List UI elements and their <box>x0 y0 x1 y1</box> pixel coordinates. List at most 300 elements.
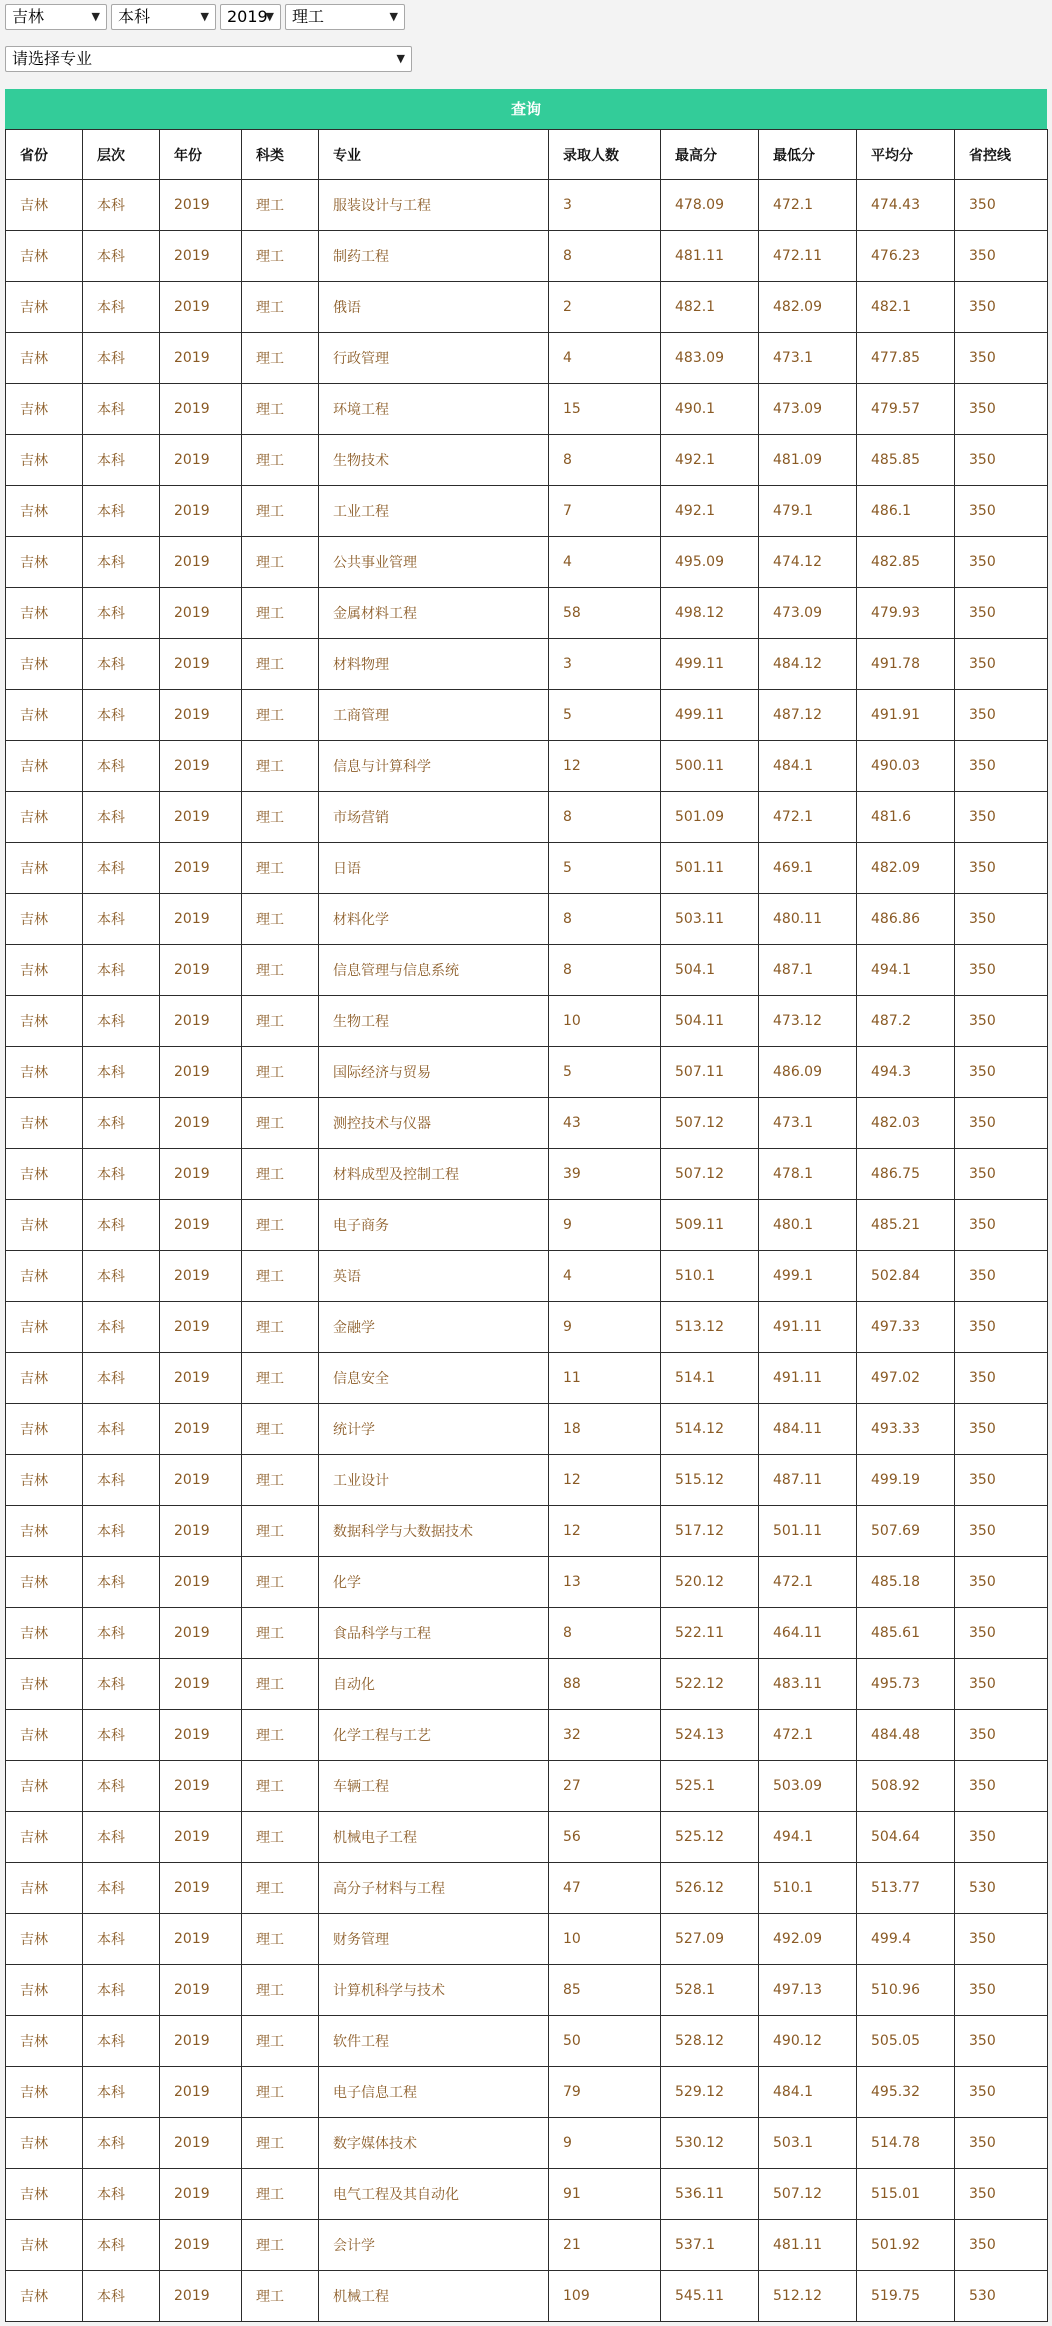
column-header: 专业 <box>319 130 549 180</box>
table-cell: 2019 <box>160 1914 242 1965</box>
table-cell: 481.6 <box>857 792 955 843</box>
table-row <box>6 333 1048 384</box>
table-cell: 吉林 <box>6 2169 83 2220</box>
table-cell: 吉林 <box>6 1404 83 1455</box>
table-cell: 484.1 <box>759 741 857 792</box>
column-header: 科类 <box>242 130 319 180</box>
table-cell: 491.11 <box>759 1353 857 1404</box>
table-cell: 507.69 <box>857 1506 955 1557</box>
table-cell: 数字媒体技术 <box>319 2118 549 2169</box>
table-cell: 理工 <box>242 435 319 486</box>
table-cell: 2019 <box>160 690 242 741</box>
table-cell: 2019 <box>160 2271 242 2322</box>
table-cell: 522.11 <box>661 1608 759 1659</box>
table-cell: 理工 <box>242 2016 319 2067</box>
table-cell: 本科 <box>83 333 160 384</box>
table-cell: 501.11 <box>759 1506 857 1557</box>
table-cell: 高分子材料与工程 <box>319 1863 549 1914</box>
table-cell: 481.09 <box>759 435 857 486</box>
table-cell: 理工 <box>242 639 319 690</box>
table-cell: 本科 <box>83 2220 160 2271</box>
table-cell: 化学 <box>319 1557 549 1608</box>
table-cell: 32 <box>549 1710 661 1761</box>
column-header: 省份 <box>6 130 83 180</box>
table-cell: 理工 <box>242 1506 319 1557</box>
table-cell: 5 <box>549 690 661 741</box>
table-cell: 2019 <box>160 2118 242 2169</box>
table-cell: 12 <box>549 741 661 792</box>
table-cell: 本科 <box>83 741 160 792</box>
table-cell: 本科 <box>83 1863 160 1914</box>
table-cell: 530 <box>955 1863 1048 1914</box>
table-cell: 350 <box>955 996 1048 1047</box>
table-cell: 11 <box>549 1353 661 1404</box>
table-cell: 会计学 <box>319 2220 549 2271</box>
table-cell: 吉林 <box>6 1761 83 1812</box>
table-cell: 510.1 <box>759 1863 857 1914</box>
table-cell: 492.09 <box>759 1914 857 1965</box>
table-cell: 吉林 <box>6 2067 83 2118</box>
table-cell: 473.09 <box>759 588 857 639</box>
table-cell: 2019 <box>160 231 242 282</box>
table-cell: 2019 <box>160 1200 242 1251</box>
table-cell: 2019 <box>160 1557 242 1608</box>
table-cell: 吉林 <box>6 537 83 588</box>
table-cell: 487.1 <box>759 945 857 996</box>
table-cell: 2019 <box>160 1812 242 1863</box>
table-cell: 350 <box>955 1710 1048 1761</box>
table-cell: 本科 <box>83 1353 160 1404</box>
table-cell: 理工 <box>242 1455 319 1506</box>
table-cell: 车辆工程 <box>319 1761 549 1812</box>
table-cell: 2019 <box>160 588 242 639</box>
table-cell: 8 <box>549 894 661 945</box>
table-cell: 公共事业管理 <box>319 537 549 588</box>
table-cell: 本科 <box>83 2118 160 2169</box>
column-header: 最低分 <box>759 130 857 180</box>
table-row <box>6 996 1048 1047</box>
table-cell: 499.1 <box>759 1251 857 1302</box>
table-cell: 485.18 <box>857 1557 955 1608</box>
table-cell: 350 <box>955 1659 1048 1710</box>
table-cell: 5 <box>549 1047 661 1098</box>
table-cell: 2019 <box>160 333 242 384</box>
table-cell: 吉林 <box>6 1455 83 1506</box>
table-cell: 499.19 <box>857 1455 955 1506</box>
table-cell: 2019 <box>160 1098 242 1149</box>
table-row <box>6 231 1048 282</box>
table-cell: 525.12 <box>661 1812 759 1863</box>
table-cell: 2019 <box>160 180 242 231</box>
table-cell: 350 <box>955 894 1048 945</box>
table-cell: 503.09 <box>759 1761 857 1812</box>
table-cell: 理工 <box>242 690 319 741</box>
table-cell: 507.12 <box>759 2169 857 2220</box>
table-cell: 499.11 <box>661 690 759 741</box>
table-cell: 43 <box>549 1098 661 1149</box>
table-cell: 350 <box>955 690 1048 741</box>
table-cell: 525.1 <box>661 1761 759 1812</box>
table-cell: 27 <box>549 1761 661 1812</box>
table-cell: 吉林 <box>6 792 83 843</box>
table-cell: 490.12 <box>759 2016 857 2067</box>
table-cell: 机械工程 <box>319 2271 549 2322</box>
table-cell: 2019 <box>160 1404 242 1455</box>
table-cell: 理工 <box>242 1302 319 1353</box>
chevron-down-icon: ▼ <box>396 52 405 65</box>
table-cell: 本科 <box>83 231 160 282</box>
table-cell: 464.11 <box>759 1608 857 1659</box>
table-cell: 536.11 <box>661 2169 759 2220</box>
table-cell: 2019 <box>160 1659 242 1710</box>
table-cell: 吉林 <box>6 1200 83 1251</box>
table-cell: 15 <box>549 384 661 435</box>
table-cell: 484.12 <box>759 639 857 690</box>
table-cell: 吉林 <box>6 282 83 333</box>
table-cell: 494.1 <box>759 1812 857 1863</box>
table-cell: 350 <box>955 945 1048 996</box>
table-cell: 理工 <box>242 1710 319 1761</box>
table-cell: 8 <box>549 945 661 996</box>
table-cell: 理工 <box>242 2220 319 2271</box>
table-cell: 本科 <box>83 1506 160 1557</box>
results-table <box>5 129 1048 2322</box>
table-cell: 本科 <box>83 1659 160 1710</box>
table-cell: 2019 <box>160 1455 242 1506</box>
level-select[interactable] <box>111 4 216 30</box>
table-cell: 472.1 <box>759 180 857 231</box>
table-cell: 481.11 <box>661 231 759 282</box>
table-cell: 吉林 <box>6 1047 83 1098</box>
chevron-down-icon: ▼ <box>200 10 209 23</box>
table-cell: 477.85 <box>857 333 955 384</box>
table-row <box>6 282 1048 333</box>
year-select-value: 2019 <box>227 7 268 26</box>
table-cell: 85 <box>549 1965 661 2016</box>
table-cell: 507.12 <box>661 1098 759 1149</box>
table-cell: 理工 <box>242 2271 319 2322</box>
table-cell: 522.12 <box>661 1659 759 1710</box>
province-select[interactable] <box>5 4 107 30</box>
table-cell: 88 <box>549 1659 661 1710</box>
table-cell: 2019 <box>160 2016 242 2067</box>
table-cell: 生物工程 <box>319 996 549 1047</box>
table-cell: 统计学 <box>319 1404 549 1455</box>
table-cell: 2019 <box>160 1965 242 2016</box>
table-cell: 79 <box>549 2067 661 2118</box>
table-cell: 502.84 <box>857 1251 955 1302</box>
table-cell: 18 <box>549 1404 661 1455</box>
table-cell: 本科 <box>83 843 160 894</box>
table-cell: 2019 <box>160 537 242 588</box>
table-cell: 本科 <box>83 1608 160 1659</box>
table-cell: 吉林 <box>6 486 83 537</box>
table-cell: 530 <box>955 2271 1048 2322</box>
table-cell: 485.85 <box>857 435 955 486</box>
table-cell: 495.32 <box>857 2067 955 2118</box>
table-cell: 473.12 <box>759 996 857 1047</box>
table-cell: 494.1 <box>857 945 955 996</box>
table-cell: 350 <box>955 1302 1048 1353</box>
table-cell: 理工 <box>242 537 319 588</box>
table-cell: 信息管理与信息系统 <box>319 945 549 996</box>
table-header-row <box>6 130 1048 180</box>
table-cell: 本科 <box>83 1302 160 1353</box>
query-button[interactable]: 查询 <box>5 89 1047 129</box>
table-cell: 2019 <box>160 1863 242 1914</box>
table-cell: 474.12 <box>759 537 857 588</box>
table-cell: 2019 <box>160 1149 242 1200</box>
table-row <box>6 384 1048 435</box>
table-cell: 483.11 <box>759 1659 857 1710</box>
table-cell: 510.1 <box>661 1251 759 1302</box>
table-cell: 4 <box>549 1251 661 1302</box>
table-row <box>6 2016 1048 2067</box>
table-row <box>6 1506 1048 1557</box>
table-cell: 350 <box>955 2067 1048 2118</box>
table-cell: 528.12 <box>661 2016 759 2067</box>
table-cell: 吉林 <box>6 996 83 1047</box>
table-cell: 吉林 <box>6 2271 83 2322</box>
table-cell: 4 <box>549 333 661 384</box>
table-cell: 504.11 <box>661 996 759 1047</box>
table-cell: 482.09 <box>759 282 857 333</box>
table-cell: 350 <box>955 2118 1048 2169</box>
table-cell: 国际经济与贸易 <box>319 1047 549 1098</box>
table-cell: 487.12 <box>759 690 857 741</box>
table-cell: 484.1 <box>759 2067 857 2118</box>
table-cell: 491.11 <box>759 1302 857 1353</box>
table-cell: 本科 <box>83 384 160 435</box>
table-cell: 环境工程 <box>319 384 549 435</box>
table-cell: 食品科学与工程 <box>319 1608 549 1659</box>
table-cell: 350 <box>955 1098 1048 1149</box>
table-row <box>6 945 1048 996</box>
table-body <box>6 180 1048 2322</box>
table-cell: 2019 <box>160 1251 242 1302</box>
table-cell: 吉林 <box>6 1710 83 1761</box>
table-cell: 2019 <box>160 486 242 537</box>
table-cell: 474.43 <box>857 180 955 231</box>
table-cell: 509.11 <box>661 1200 759 1251</box>
column-header: 平均分 <box>857 130 955 180</box>
filter-bar <box>0 0 1052 86</box>
table-row <box>6 1761 1048 1812</box>
table-row <box>6 435 1048 486</box>
table-cell: 507.12 <box>661 1149 759 1200</box>
table-cell: 财务管理 <box>319 1914 549 1965</box>
table-cell: 491.78 <box>857 639 955 690</box>
table-cell: 吉林 <box>6 894 83 945</box>
table-cell: 350 <box>955 435 1048 486</box>
table-cell: 350 <box>955 1557 1048 1608</box>
table-cell: 350 <box>955 741 1048 792</box>
table-cell: 501.11 <box>661 843 759 894</box>
table-cell: 理工 <box>242 1761 319 1812</box>
table-cell: 吉林 <box>6 2016 83 2067</box>
column-header: 最高分 <box>661 130 759 180</box>
table-cell: 500.11 <box>661 741 759 792</box>
table-cell: 吉林 <box>6 690 83 741</box>
table-cell: 本科 <box>83 2067 160 2118</box>
table-cell: 本科 <box>83 282 160 333</box>
table-row <box>6 1659 1048 1710</box>
table-row <box>6 1914 1048 1965</box>
table-cell: 514.12 <box>661 1404 759 1455</box>
table-cell: 5 <box>549 843 661 894</box>
table-row <box>6 1302 1048 1353</box>
table-cell: 492.1 <box>661 486 759 537</box>
table-cell: 本科 <box>83 1200 160 1251</box>
table-cell: 58 <box>549 588 661 639</box>
table-cell: 350 <box>955 1455 1048 1506</box>
table-cell: 吉林 <box>6 1251 83 1302</box>
table-cell: 519.75 <box>857 2271 955 2322</box>
table-cell: 本科 <box>83 2016 160 2067</box>
table-cell: 487.2 <box>857 996 955 1047</box>
table-cell: 12 <box>549 1506 661 1557</box>
table-cell: 350 <box>955 1149 1048 1200</box>
table-cell: 电子信息工程 <box>319 2067 549 2118</box>
table-cell: 508.92 <box>857 1761 955 1812</box>
table-cell: 476.23 <box>857 231 955 282</box>
table-cell: 350 <box>955 2169 1048 2220</box>
table-cell: 490.03 <box>857 741 955 792</box>
table-cell: 504.1 <box>661 945 759 996</box>
table-cell: 514.78 <box>857 2118 955 2169</box>
table-row <box>6 1353 1048 1404</box>
table-cell: 486.86 <box>857 894 955 945</box>
table-cell: 理工 <box>242 1353 319 1404</box>
table-cell: 109 <box>549 2271 661 2322</box>
table-cell: 350 <box>955 1251 1048 1302</box>
table-cell: 10 <box>549 996 661 1047</box>
table-cell: 486.75 <box>857 1149 955 1200</box>
table-cell: 市场营销 <box>319 792 549 843</box>
table-cell: 电气工程及其自动化 <box>319 2169 549 2220</box>
table-cell: 理工 <box>242 2067 319 2118</box>
table-cell: 本科 <box>83 537 160 588</box>
table-cell: 350 <box>955 384 1048 435</box>
table-cell: 软件工程 <box>319 2016 549 2067</box>
table-cell: 483.09 <box>661 333 759 384</box>
table-cell: 吉林 <box>6 384 83 435</box>
table-cell: 2019 <box>160 282 242 333</box>
table-cell: 吉林 <box>6 1608 83 1659</box>
table-cell: 计算机科学与技术 <box>319 1965 549 2016</box>
table-cell: 9 <box>549 1200 661 1251</box>
table-cell: 493.33 <box>857 1404 955 1455</box>
table-row <box>6 486 1048 537</box>
table-cell: 2019 <box>160 792 242 843</box>
table-cell: 350 <box>955 1965 1048 2016</box>
table-cell: 486.1 <box>857 486 955 537</box>
table-cell: 吉林 <box>6 2118 83 2169</box>
table-cell: 3 <box>549 180 661 231</box>
table-cell: 537.1 <box>661 2220 759 2271</box>
table-cell: 350 <box>955 1914 1048 1965</box>
table-cell: 2019 <box>160 1302 242 1353</box>
table-cell: 本科 <box>83 180 160 231</box>
table-cell: 本科 <box>83 1557 160 1608</box>
table-cell: 吉林 <box>6 435 83 486</box>
table-cell: 吉林 <box>6 1863 83 1914</box>
type-select[interactable] <box>285 4 405 30</box>
table-row <box>6 690 1048 741</box>
table-cell: 515.01 <box>857 2169 955 2220</box>
table-cell: 498.12 <box>661 588 759 639</box>
table-row <box>6 2220 1048 2271</box>
table-row <box>6 1404 1048 1455</box>
year-select[interactable] <box>220 4 281 30</box>
table-cell: 482.1 <box>661 282 759 333</box>
table-cell: 本科 <box>83 792 160 843</box>
table-cell: 理工 <box>242 1404 319 1455</box>
table-cell: 本科 <box>83 588 160 639</box>
table-cell: 理工 <box>242 843 319 894</box>
table-cell: 理工 <box>242 231 319 282</box>
table-cell: 理工 <box>242 1914 319 1965</box>
table-cell: 理工 <box>242 2169 319 2220</box>
table-cell: 350 <box>955 1404 1048 1455</box>
table-cell: 512.12 <box>759 2271 857 2322</box>
table-cell: 350 <box>955 2016 1048 2067</box>
table-cell: 服装设计与工程 <box>319 180 549 231</box>
table-row <box>6 537 1048 588</box>
table-cell: 12 <box>549 1455 661 1506</box>
table-cell: 479.57 <box>857 384 955 435</box>
table-cell: 本科 <box>83 1251 160 1302</box>
table-cell: 日语 <box>319 843 549 894</box>
table-row <box>6 741 1048 792</box>
table-cell: 2019 <box>160 1608 242 1659</box>
table-row <box>6 1608 1048 1659</box>
table-cell: 492.1 <box>661 435 759 486</box>
table-cell: 480.1 <box>759 1200 857 1251</box>
table-cell: 化学工程与工艺 <box>319 1710 549 1761</box>
table-cell: 理工 <box>242 1965 319 2016</box>
table-cell: 电子商务 <box>319 1200 549 1251</box>
table-row <box>6 2118 1048 2169</box>
table-cell: 本科 <box>83 1761 160 1812</box>
table-cell: 350 <box>955 1353 1048 1404</box>
table-cell: 13 <box>549 1557 661 1608</box>
table-cell: 350 <box>955 792 1048 843</box>
table-cell: 350 <box>955 537 1048 588</box>
table-cell: 491.91 <box>857 690 955 741</box>
table-row <box>6 2067 1048 2118</box>
type-select-value: 理工 <box>292 7 325 26</box>
table-row <box>6 588 1048 639</box>
table-cell: 526.12 <box>661 1863 759 1914</box>
table-row <box>6 792 1048 843</box>
table-row <box>6 2271 1048 2322</box>
table-cell: 8 <box>549 231 661 282</box>
table-cell: 2019 <box>160 384 242 435</box>
table-cell: 吉林 <box>6 1914 83 1965</box>
table-cell: 481.11 <box>759 2220 857 2271</box>
table-cell: 2019 <box>160 996 242 1047</box>
table-cell: 吉林 <box>6 231 83 282</box>
table-cell: 本科 <box>83 996 160 1047</box>
chevron-down-icon: ▼ <box>389 10 398 23</box>
table-cell: 482.1 <box>857 282 955 333</box>
major-select[interactable] <box>5 46 412 72</box>
table-cell: 本科 <box>83 486 160 537</box>
table-cell: 350 <box>955 843 1048 894</box>
table-row <box>6 1047 1048 1098</box>
table-cell: 503.11 <box>661 894 759 945</box>
